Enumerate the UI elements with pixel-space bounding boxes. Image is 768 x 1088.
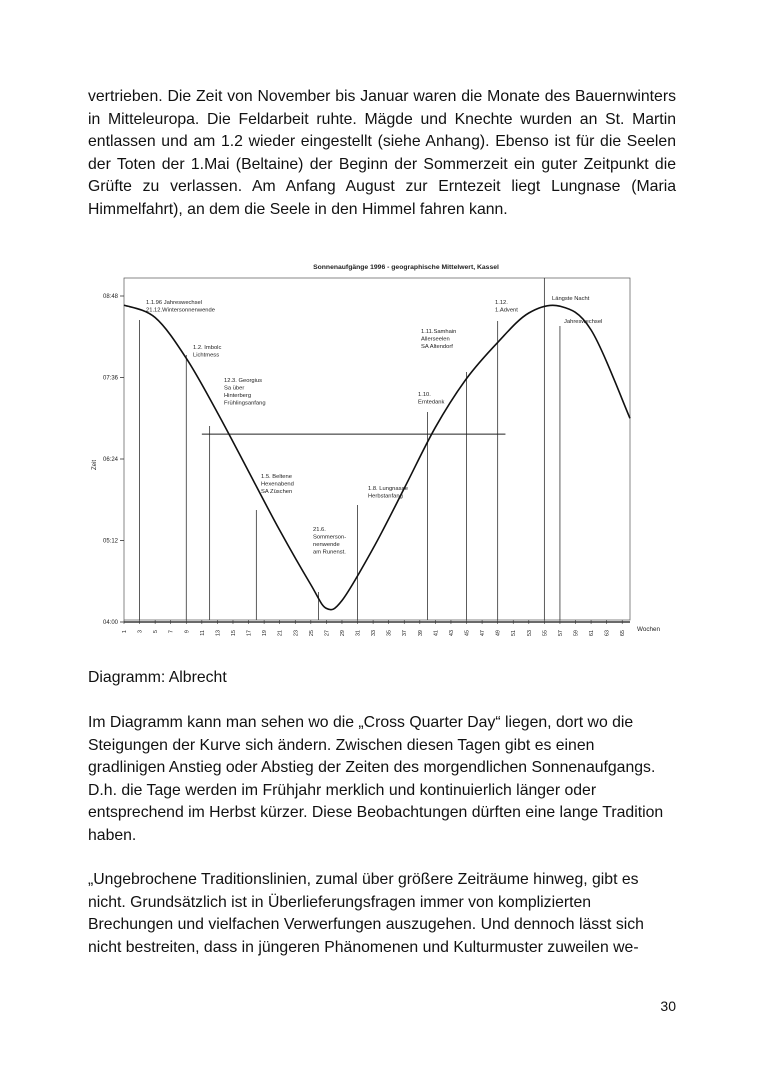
x-tick-label: 59: [573, 630, 580, 637]
x-tick-label: 31: [355, 630, 362, 637]
figure-caption: Diagramm: Albrecht: [88, 669, 227, 686]
x-tick-label: 45: [464, 630, 471, 637]
x-tick-label: 51: [511, 630, 518, 637]
event-marker-label: 1.2. Imbolc Lichtmess: [193, 345, 222, 359]
body-paragraph-3: „Ungebrochene Traditionslinien, zumal über größere Zeiträume hinweg, gibt es nicht. Grundsätzlich ist in Überlieferungsfragen immer von komplizierten Brechungen und vielfachen Verwerfungen auszugehen. Und dennoch lässt sich nicht bestreiten, dass in jüngeren Phänomenen und Kulturmuster zuweilen we-: [88, 871, 644, 956]
x-tick-label: 35: [386, 630, 393, 637]
event-marker-label: 21.6. Sommerson-nenwende am Runenst.: [313, 527, 347, 556]
event-marker-label: Jahreswechsel: [564, 319, 603, 325]
x-tick-label: 7: [168, 630, 175, 634]
x-tick-label: 55: [542, 630, 549, 637]
x-tick-label: 57: [557, 630, 564, 637]
x-tick-label: 53: [526, 630, 533, 637]
x-tick-label: 65: [620, 630, 627, 637]
x-tick-label: 47: [480, 630, 487, 637]
y-ticks: [103, 294, 124, 626]
x-tick-label: 63: [604, 630, 611, 637]
x-tick-label: 39: [417, 630, 424, 637]
event-marker-label: 1.11.Samhain Allerseelen SA Altendorf: [421, 329, 457, 350]
x-tick-label: 19: [262, 630, 269, 637]
x-tick-label: 13: [215, 630, 222, 637]
body-paragraph-1: vertrieben. Die Zeit von November bis Januar waren die Monate des Bauernwinters in Mitteleuropa. Die Feldarbeit ruhte. Mägde und Knechte wurden an St. Martin entlassen und am 1.2 wieder eingestellt (siehe Anhang). Ebenso ist für die Seelen der Toten der 1.Mai (Beltaine) der Beginn der Sommerzeit ein guter Zeitpunkt die Grüfte zu verlassen. Am Anfang August zur Erntezeit liegt Lungnase (Maria Himmelfahrt), an dem die Seele in den Himmel fahren kann.: [88, 88, 676, 218]
y-tick-label: 08:48: [102, 294, 118, 300]
page-number: 30: [660, 998, 676, 1014]
x-tick-label: 3: [137, 630, 144, 634]
x-axis-label: Wochen: [637, 626, 660, 633]
x-tick-label: 43: [448, 630, 455, 637]
y-tick-label: 06:24: [102, 457, 118, 463]
x-tick-label: 27: [324, 630, 331, 637]
x-tick-label: 41: [433, 630, 440, 637]
event-marker-label: 1.8. Lungnasae Herbstanfang: [368, 486, 408, 500]
x-tick-label: 9: [184, 630, 191, 634]
event-marker-label: 1.12. 1.Advent: [495, 300, 518, 314]
x-tick-label: 11: [199, 630, 206, 636]
event-marker-label: 1.1.96 Jahreswechsel 21.12.Wintersonnenwende: [146, 300, 215, 314]
x-tick-label: 49: [495, 630, 502, 637]
plot-frame: [124, 278, 630, 620]
x-tick-label: 1: [122, 630, 128, 634]
x-tick-label: 15: [230, 630, 237, 637]
chart-title: Sonnenaufgänge 1996 - geographische Mittelwert, Kassel: [313, 264, 499, 271]
body-paragraph-2: Im Diagramm kann man sehen wo die „Cross Quarter Day“ liegen, dort wo die Steigungen der Kurve sich ändern. Zwischen diesen Tagen gibt es einen gradlinigen Anstieg oder Abstieg der Zeiten des morgendlichen Sonnenaufgangs. D.h. die Tage werden im Frühjahr merklich und kontinuierlich länger oder entsprechend im Herbst kürzer. Diese Beobachtungen dürften eine lange Tradition haben.: [88, 714, 664, 844]
event-markers: [140, 278, 603, 620]
x-tick-label: 23: [293, 630, 300, 637]
event-marker-label: 1.10. Erntedank: [418, 392, 445, 406]
x-tick-label: 37: [402, 630, 409, 637]
x-tick-label: 61: [589, 630, 596, 637]
event-marker-label: 12.3. Georgius Sa über Hinterberg Frühlingsanfang: [224, 378, 266, 407]
y-axis-label: Zeit: [92, 459, 98, 470]
x-tick-label: 33: [371, 630, 378, 637]
x-tick-label: 5: [153, 630, 160, 634]
event-marker-label: Längste Nacht: [552, 296, 590, 302]
event-marker-label: 1.5. Beltene Hexenabend SA Züschen: [261, 474, 294, 495]
x-tick-label: 29: [339, 630, 346, 637]
y-tick-label: 07:36: [102, 375, 118, 382]
y-tick-label: 05:12: [102, 538, 118, 545]
x-tick-label: 25: [308, 630, 315, 637]
y-tick-label: 04:00: [102, 620, 118, 626]
x-tick-label: 17: [246, 630, 253, 637]
x-tick-label: 21: [277, 630, 284, 637]
